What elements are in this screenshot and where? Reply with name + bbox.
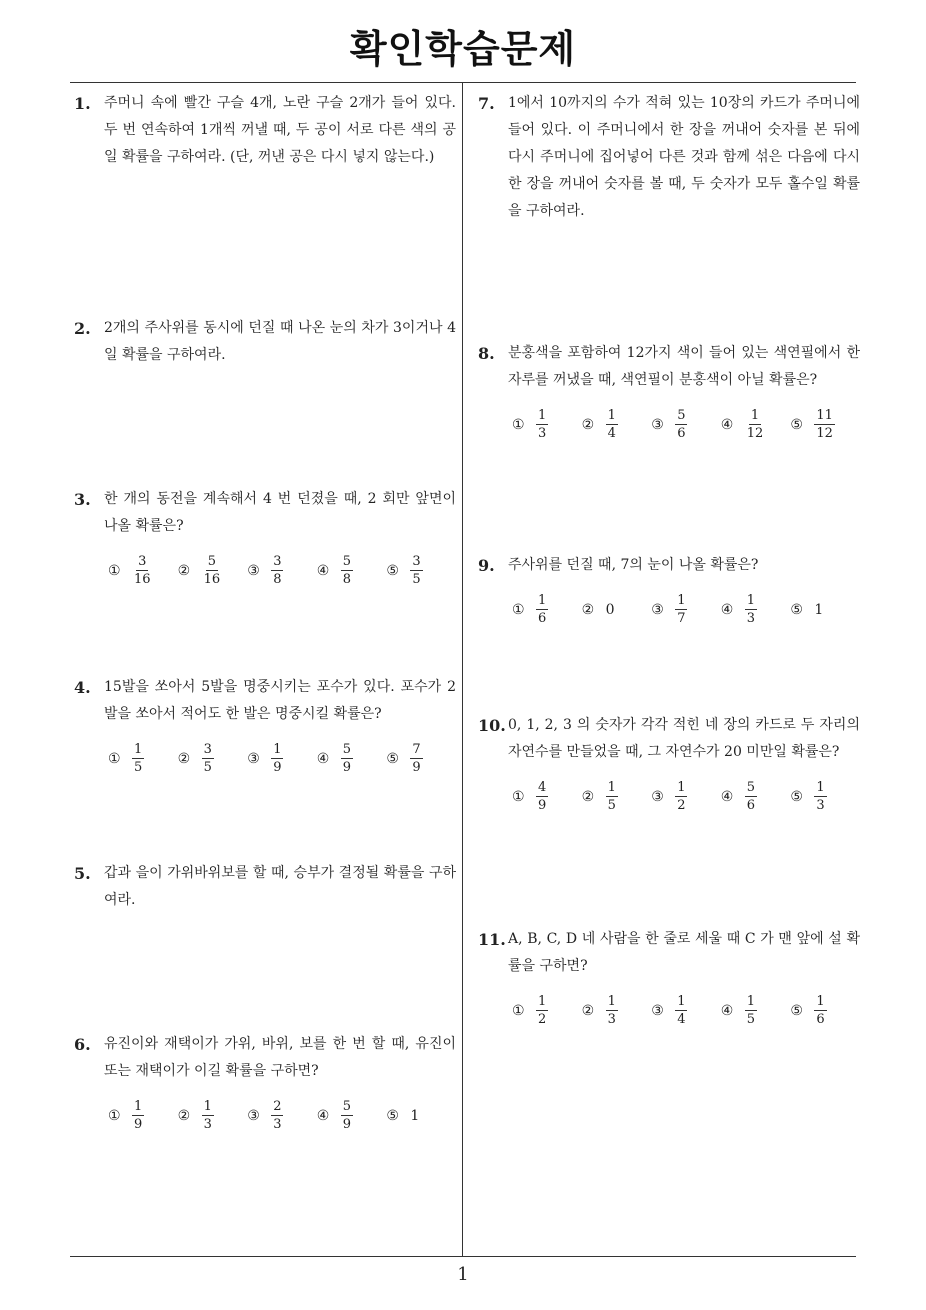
option-1[interactable]: ① $\frac{4}{9}$: [512, 780, 547, 813]
option-4[interactable]: ④ $\frac{1}{5}$: [720, 994, 756, 1027]
question-number: 11.: [478, 930, 506, 949]
question-number: 10.: [478, 716, 506, 735]
question-8: [478, 340, 860, 441]
option-3[interactable]: ③ $\frac{1}{7}$: [651, 593, 686, 626]
question-number: 1.: [74, 94, 91, 113]
question-5: [74, 860, 456, 914]
option-5[interactable]: ⑤ $\frac{1}{3}$: [790, 780, 825, 813]
question-text: A, B, C, D 네 사람을 한 줄로 세울 때 C 가 맨 앞에 설 확률을 구하면?: [508, 931, 860, 974]
question-2: [74, 315, 456, 369]
option-1[interactable]: ① $\frac{1}{3}$: [512, 408, 547, 441]
option-4[interactable]: ④ $\frac{5}{9}$: [316, 1099, 352, 1132]
option-1[interactable]: ① $\frac{1}{6}$: [512, 593, 547, 626]
question-text: 15발을 쏘아서 5발을 명중시키는 포수가 있다. 포수가 2발을 쏘아서 적어도 한 발은 명중시킬 확률은?: [104, 679, 456, 722]
question-number: 5.: [74, 864, 91, 883]
question-1: [74, 90, 456, 171]
option-1[interactable]: ① $\frac{1}{5}$: [108, 742, 143, 775]
question-text: 주사위를 던질 때, 7의 눈이 나올 확률은?: [508, 557, 759, 573]
question-number: 8.: [478, 344, 495, 363]
question-number: 7.: [478, 94, 495, 113]
answer-options: [478, 780, 860, 813]
page-title: 확인학습문제: [349, 27, 577, 71]
question-text: 분홍색을 포함하여 12가지 색이 들어 있는 색연필에서 한 자루를 꺼냈을 때, 색연필이 분홍색이 아닐 확률은?: [508, 345, 860, 388]
option-4[interactable]: ④ $\frac{5}{8}$: [316, 554, 352, 587]
answer-options: [74, 1099, 456, 1132]
question-text: 주머니 속에 빨간 구슬 4개, 노란 구슬 2개가 들어 있다. 두 번 연속하여 1개씩 꺼낼 때, 두 공이 서로 다른 색의 공일 확률을 구하여라. (단, 꺼낸 공은 다시 넣지 않는다.): [104, 95, 456, 165]
question-number: 9.: [478, 556, 495, 575]
option-5[interactable]: ⑤ 1: [386, 1107, 420, 1124]
question-text: 0, 1, 2, 3 의 숫자가 각각 적힌 네 장의 카드로 두 자리의 자연수를 만들었을 때, 그 자연수가 20 미만일 확률은?: [508, 717, 860, 760]
option-3[interactable]: ③ $\frac{3}{8}$: [247, 554, 282, 587]
question-7: [478, 90, 860, 225]
option-5[interactable]: ⑤ $\frac{1}{6}$: [790, 994, 825, 1027]
column-divider: [462, 83, 463, 1256]
question-number: 4.: [74, 678, 91, 697]
answer-options: [478, 593, 860, 626]
option-3[interactable]: ③ $\frac{5}{6}$: [651, 408, 686, 441]
question-text: 한 개의 동전을 계속해서 4 번 던졌을 때, 2 회만 앞면이 나올 확률은?: [104, 491, 456, 534]
answer-options: [74, 742, 456, 775]
option-1[interactable]: ① $\frac{3}{16}$: [108, 554, 151, 587]
question-text: 1에서 10까지의 수가 적혀 있는 10장의 카드가 주머니에 들어 있다. 이 주머니에서 한 장을 꺼내어 숫자를 본 뒤에 다시 주머니에 집어넣어 다른 것과 함께 섞은 다음에 다시 한 장을 꺼내어 숫자를 볼 때, 두 숫자가 모두 홀수일 확률을 구하여라.: [508, 95, 860, 219]
option-2[interactable]: ② $\frac{1}{3}$: [581, 994, 616, 1027]
option-4[interactable]: ④ $\frac{5}{9}$: [316, 742, 352, 775]
option-3[interactable]: ③ $\frac{1}{2}$: [651, 780, 686, 813]
question-number: 3.: [74, 490, 91, 509]
option-2[interactable]: ② $\frac{1}{3}$: [177, 1099, 212, 1132]
question-6: [74, 1031, 456, 1132]
question-number: 2.: [74, 319, 91, 338]
header-rule: [70, 82, 856, 83]
question-number: 6.: [74, 1035, 91, 1054]
answer-options: [74, 554, 456, 587]
page-number: 1: [457, 1264, 469, 1285]
footer-rule: [70, 1256, 856, 1257]
option-4[interactable]: ④ $\frac{1}{12}$: [720, 408, 764, 441]
option-5[interactable]: ⑤ $\frac{7}{9}$: [386, 742, 421, 775]
question-4: [74, 674, 456, 775]
option-2[interactable]: ② $\frac{5}{16}$: [177, 554, 221, 587]
option-4[interactable]: ④ $\frac{1}{3}$: [720, 593, 756, 626]
option-3[interactable]: ③ $\frac{2}{3}$: [247, 1099, 282, 1132]
question-text: 갑과 을이 가위바위보를 할 때, 승부가 결정될 확률을 구하여라.: [104, 865, 456, 908]
question-11: [478, 926, 860, 1027]
option-1[interactable]: ① $\frac{1}{2}$: [512, 994, 547, 1027]
option-2[interactable]: ② 0: [581, 601, 615, 618]
option-1[interactable]: ① $\frac{1}{9}$: [108, 1099, 143, 1132]
option-5[interactable]: ⑤ $\frac{3}{5}$: [386, 554, 421, 587]
question-text: 유진이와 재택이가 가위, 바위, 보를 한 번 할 때, 유진이 또는 재택이가 이길 확률을 구하면?: [104, 1036, 456, 1079]
question-3: [74, 486, 456, 587]
option-4[interactable]: ④ $\frac{5}{6}$: [720, 780, 756, 813]
question-text: 2개의 주사위를 동시에 던질 때 나온 눈의 차가 3이거나 4일 확률을 구하여라.: [104, 320, 456, 363]
option-3[interactable]: ③ $\frac{1}{4}$: [651, 994, 686, 1027]
option-3[interactable]: ③ $\frac{1}{9}$: [247, 742, 282, 775]
answer-options: [478, 408, 860, 441]
question-9: [478, 552, 860, 626]
question-10: [478, 712, 860, 813]
answer-options: [478, 994, 860, 1027]
option-5[interactable]: ⑤ $\frac{11}{12}$: [790, 408, 833, 441]
option-2[interactable]: ② $\frac{1}{5}$: [581, 780, 616, 813]
option-5[interactable]: ⑤ 1: [790, 601, 824, 618]
option-2[interactable]: ② $\frac{1}{4}$: [581, 408, 616, 441]
option-2[interactable]: ② $\frac{3}{5}$: [177, 742, 212, 775]
